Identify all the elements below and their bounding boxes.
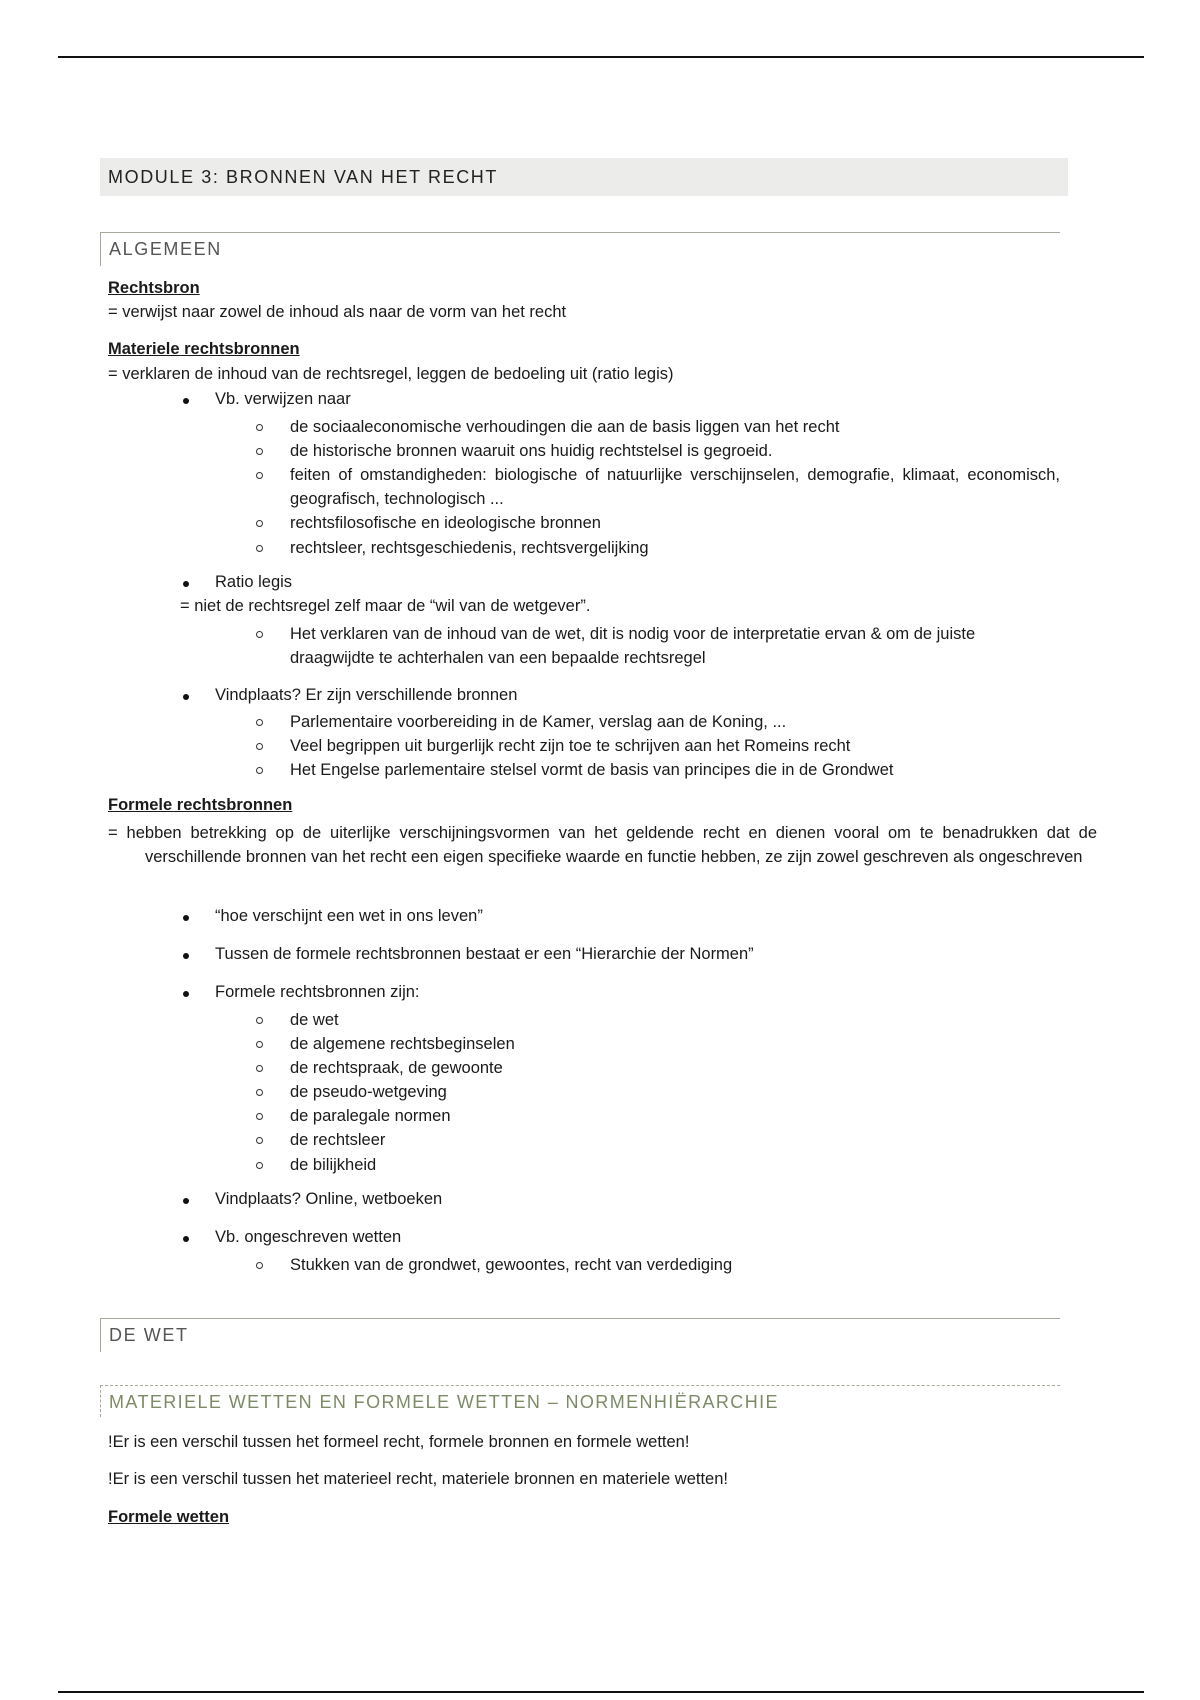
term-materiele-rechtsbronnen: Materiele rechtsbronnen: [108, 340, 300, 358]
list-item: de rechtspraak, de gewoonte: [290, 1056, 1060, 1080]
list-item: Het verklaren van de inhoud van de wet, dit is nodig voor de interpretatie ervan & om de juiste draagwijdte te achterhalen van een bepaalde rechtsregel: [290, 622, 1060, 670]
bullet-formele-zijn: Formele rechtsbronnen zijn:: [215, 983, 420, 1001]
bullet-hierarchie: Tussen de formele rechtsbronnen bestaat er een “Hierarchie der Normen”: [215, 945, 754, 963]
bullet-vb-verwijzen: Vb. verwijzen naar: [215, 390, 351, 408]
term-formele-wetten: Formele wetten: [108, 1508, 230, 1526]
section-heading-algemeen: ALGEMEEN: [100, 232, 1060, 266]
list-item: rechtsfilosofische en ideologische bronnen: [290, 511, 1060, 535]
term-formele-rechtsbronnen: Formele rechtsbronnen: [108, 796, 293, 814]
bullet-vindplaats-materiele: Vindplaats? Er zijn verschillende bronnen: [215, 686, 518, 704]
definition-materiele-rechtsbronnen: = verklaren de inhoud van de rechtsregel, leggen de bedoeling uit (ratio legis): [108, 365, 674, 383]
list-item: de rechtsleer: [290, 1128, 1060, 1152]
list-item: feiten of omstandigheden: biologische of natuurlijke verschijnselen, demografie, klimaat, economisch, geografisch, technologisch ...: [290, 463, 1060, 511]
term-rechtsbron: Rechtsbron: [108, 279, 200, 297]
list-item: Veel begrippen uit burgerlijk recht zijn toe te schrijven aan het Romeins recht: [290, 734, 1060, 758]
list-item: de pseudo-wetgeving: [290, 1080, 1060, 1104]
bullet-vindplaats-formele: Vindplaats? Online, wetboeken: [215, 1190, 443, 1208]
list-item: Het Engelse parlementaire stelsel vormt de basis van principes die in de Grondwet: [290, 758, 1060, 782]
list-item: de wet: [290, 1008, 1060, 1032]
note-formeel: !Er is een verschil tussen het formeel recht, formele bronnen en formele wetten!: [108, 1433, 690, 1451]
list-item: de sociaaleconomische verhoudingen die aan de basis liggen van het recht: [290, 415, 1060, 439]
module-title: MODULE 3: BRONNEN VAN HET RECHT: [100, 158, 1068, 196]
list-item: rechtsleer, rechtsgeschiedenis, rechtsvergelijking: [290, 536, 1060, 560]
note-materieel: !Er is een verschil tussen het materieel recht, materiele bronnen en materiele wetten!: [108, 1470, 728, 1488]
definition-rechtsbron: = verwijst naar zowel de inhoud als naar de vorm van het recht: [108, 303, 567, 321]
bullet-ratio-legis: Ratio legis: [215, 573, 293, 591]
page-bottom-rule: [58, 1691, 1144, 1693]
list-item: Parlementaire voorbereiding in de Kamer, verslag aan de Koning, ...: [290, 710, 1060, 734]
list-item: de bilijkheid: [290, 1153, 1060, 1177]
list-item: de algemene rechtsbeginselen: [290, 1032, 1060, 1056]
definition-formele-rechtsbronnen: = hebben betrekking op de uiterlijke verschijningsvormen van het geldende recht en dienen vooral om te benadrukken dat de verschillende bronnen van het recht een eigen specifieke waarde en functie hebben, ze zijn zowel geschreven als ongeschreven: [108, 824, 1097, 866]
section-heading-de-wet: DE WET: [100, 1318, 1060, 1352]
page-top-rule: [58, 56, 1144, 58]
bullet-hoe-verschijnt: “hoe verschijnt een wet in ons leven”: [215, 907, 483, 925]
list-item: de historische bronnen waaruit ons huidig rechtstelsel is gegroeid.: [290, 439, 1060, 463]
list-item: Stukken van de grondwet, gewoontes, recht van verdediging: [290, 1253, 1060, 1277]
bullet-vb-ongeschreven: Vb. ongeschreven wetten: [215, 1228, 402, 1246]
definition-ratio-legis: = niet de rechtsregel zelf maar de “wil van de wetgever”.: [180, 597, 591, 615]
list-item: de paralegale normen: [290, 1104, 1060, 1128]
subsection-heading-normenhierarchie: MATERIELE WETTEN EN FORMELE WETTEN – NORMENHIËRARCHIE: [100, 1385, 1060, 1417]
